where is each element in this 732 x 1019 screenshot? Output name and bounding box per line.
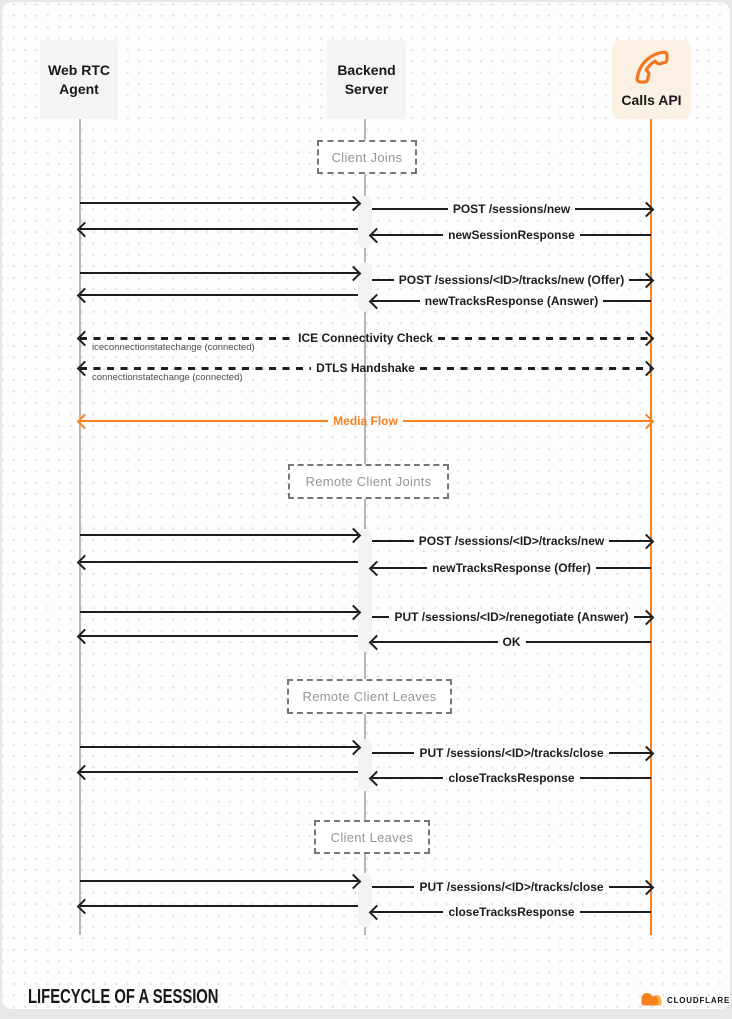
- milestone-client-joins: [317, 140, 417, 174]
- arrow-request-segment: [80, 739, 358, 755]
- arrow-response-segment: [80, 287, 358, 303]
- cloudflare-cloud-icon: [637, 990, 664, 1010]
- message-label: DTLS Handshake: [316, 361, 415, 375]
- arrow-request-segment: [372, 879, 651, 895]
- arrowhead-left-icon: [369, 560, 385, 576]
- message-label: closeTracksResponse: [448, 905, 575, 919]
- milestone-remote-client-leaves: [287, 679, 452, 714]
- actor-calls-label: Calls API: [621, 92, 682, 109]
- message-label: POST /sessions/new: [452, 202, 571, 216]
- arrow-response-segment: [80, 221, 358, 237]
- arrow-response-segment: [372, 770, 651, 786]
- arrowhead-left-icon: [77, 221, 93, 237]
- arrow-response-segment: [80, 628, 358, 644]
- arrowhead-left-icon: [369, 634, 385, 650]
- message-label: ICE Connectivity Check: [298, 331, 433, 345]
- actor-backend-server: [327, 40, 406, 119]
- actor-webrtc-agent: [40, 40, 118, 119]
- actor-webrtc-label-line2: Agent: [59, 80, 99, 97]
- page-title: LIFECYCLE OF A SESSION: [28, 986, 219, 1008]
- phone-icon: [634, 49, 670, 90]
- arrowhead-left-icon: [369, 770, 385, 786]
- arrow-response-segment: [372, 904, 651, 920]
- event-connection-state: connectionstatechange (connected): [92, 372, 243, 383]
- message-label: POST /sessions/<ID>/tracks/new: [418, 534, 605, 548]
- arrowhead-left-icon: [77, 413, 93, 429]
- message-label: POST /sessions/<ID>/tracks/new (Offer): [398, 273, 625, 287]
- arrowhead-left-icon: [77, 287, 93, 303]
- arrowhead-left-icon: [369, 293, 385, 309]
- milestone-client-leaves: [314, 820, 430, 854]
- arrow-request-segment: [372, 533, 651, 549]
- message-label: PUT /sessions/<ID>/tracks/close: [419, 746, 604, 760]
- arrow-response-segment: [372, 293, 651, 309]
- arrow-response-segment: [372, 227, 651, 243]
- actor-backend-label-line1: Backend: [337, 61, 396, 78]
- message-label: Media Flow: [333, 414, 398, 428]
- arrow-request-segment: [372, 745, 651, 761]
- arrowhead-left-icon: [77, 898, 93, 914]
- arrowhead-left-icon: [369, 904, 385, 920]
- message-label: OK: [502, 635, 521, 649]
- arrow-request-segment: [80, 195, 358, 211]
- message-label: PUT /sessions/<ID>/renegotiate (Answer): [394, 610, 629, 624]
- arrowhead-left-icon: [369, 227, 385, 243]
- cloudflare-wordmark: CLOUDFLARE: [667, 995, 731, 1005]
- milestone-remote-client-joins: [288, 464, 449, 499]
- actor-webrtc-label-line1: Web RTC: [48, 61, 110, 78]
- arrow-request-segment: [372, 272, 651, 288]
- arrowhead-left-icon: [77, 628, 93, 644]
- arrowhead-left-icon: [77, 330, 93, 346]
- activation-bar: [358, 529, 372, 652]
- arrowhead-left-icon: [77, 360, 93, 376]
- activation-bar: [358, 262, 372, 312]
- arrow-request-segment: [80, 527, 358, 543]
- milestone-label: Remote Client Leaves: [302, 689, 437, 704]
- arrow-request-segment: [80, 604, 358, 620]
- arrow-request-segment: [80, 265, 358, 281]
- milestone-label: Client Joins: [331, 149, 403, 165]
- arrow-response-segment: [372, 560, 651, 576]
- arrow-response-segment: [80, 898, 358, 914]
- event-ice-connection-state: iceconnectionstatechange (connected): [92, 342, 255, 353]
- arrowhead-left-icon: [77, 764, 93, 780]
- arrow-response-segment: [372, 634, 651, 650]
- actor-backend-label-line2: Server: [344, 80, 389, 97]
- arrow-media-flow: [80, 413, 651, 429]
- arrow-request-segment: [372, 609, 651, 625]
- milestone-label: Client Leaves: [330, 829, 414, 845]
- message-label: newSessionResponse: [448, 228, 575, 242]
- message-label: newTracksResponse (Offer): [432, 561, 591, 575]
- arrow-response-segment: [80, 554, 358, 570]
- message-label: PUT /sessions/<ID>/tracks/close: [419, 880, 604, 894]
- arrowhead-left-icon: [77, 554, 93, 570]
- milestone-label: Remote Client Joints: [305, 474, 432, 489]
- message-label: closeTracksResponse: [448, 771, 575, 785]
- arrow-request-segment: [372, 201, 651, 217]
- cloudflare-logo: [637, 990, 730, 1010]
- actor-calls-api: [612, 40, 691, 119]
- arrow-request-segment: [80, 873, 358, 889]
- message-label: newTracksResponse (Answer): [424, 294, 599, 308]
- arrow-response-segment: [80, 764, 358, 780]
